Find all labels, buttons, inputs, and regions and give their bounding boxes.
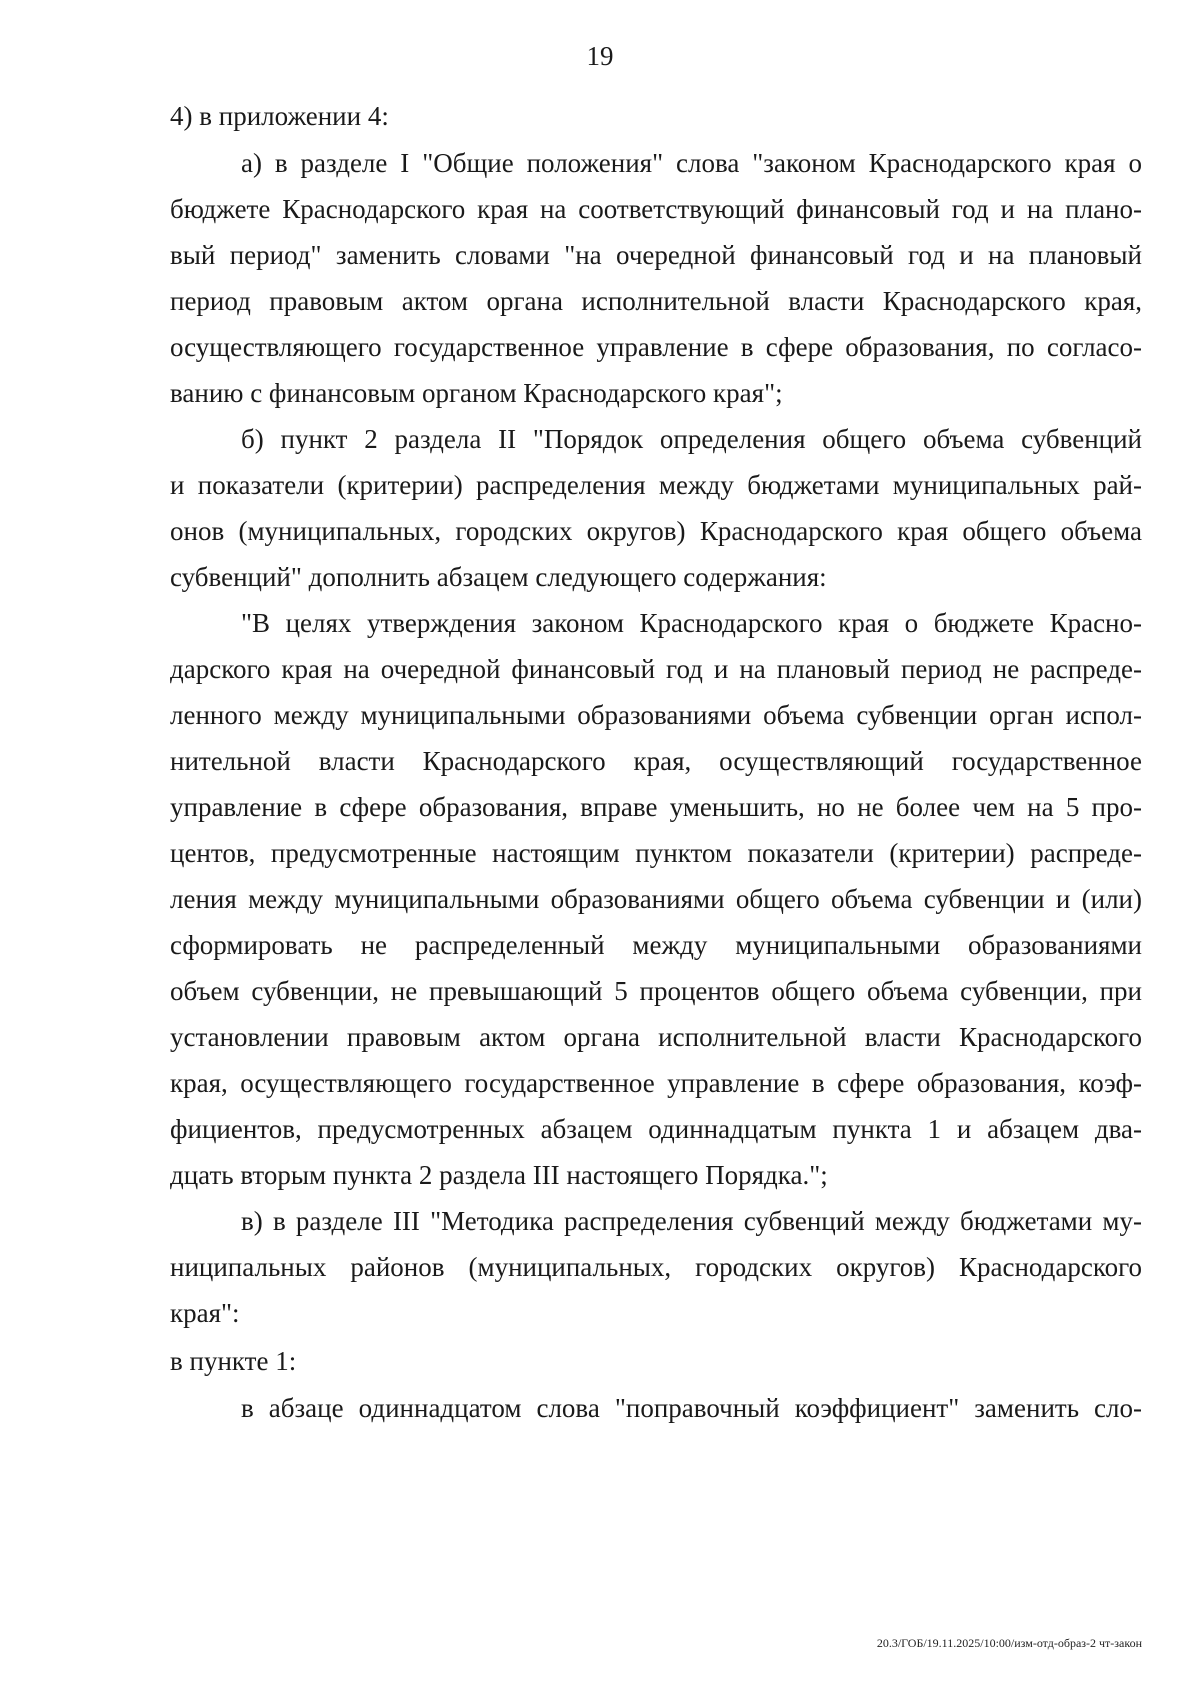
- text-line: ленного между муниципальными образованиями объема субвенции орган испол-: [170, 700, 1142, 730]
- page-number: 19: [586, 41, 614, 71]
- text-line: дарского края на очередной финансовый год и на плановый период не распреде-: [170, 654, 1142, 684]
- text-line: дцать вторым пункта 2 раздела III настоящего Порядка.";: [170, 1160, 828, 1190]
- text-line: бюджете Краснодарского края на соответствующий финансовый год и на плано-: [170, 194, 1142, 224]
- text-line: нительной власти Краснодарского края, осуществляющий государственное: [170, 746, 1142, 776]
- text-line: и показатели (критерии) распределения между бюджетами муниципальных рай-: [170, 470, 1142, 500]
- text-line: ниципальных районов (муниципальных, городских округов) Краснодарского: [170, 1252, 1142, 1282]
- text-line: "В целях утверждения законом Краснодарского края о бюджете Красно-: [241, 608, 1142, 638]
- text-line: онов (муниципальных, городских округов) Краснодарского края общего объема: [170, 516, 1142, 546]
- document-footer-code: 20.3/ГОБ/19.11.2025/10:00/изм-отд-образ-2 чт-закон: [876, 1636, 1142, 1650]
- text-line: вый период" заменить словами "на очередной финансовый год и на плановый: [170, 240, 1142, 270]
- text-line: в) в разделе III "Методика распределения субвенций между бюджетами му-: [241, 1206, 1142, 1236]
- text-line: период правовым актом органа исполнительной власти Краснодарского края,: [170, 286, 1142, 316]
- text-line: б) пункт 2 раздела II "Порядок определения общего объема субвенций: [241, 424, 1142, 454]
- text-line: а) в разделе I "Общие положения" слова "законом Краснодарского края о: [241, 148, 1142, 178]
- text-line: фициентов, предусмотренных абзацем одиннадцатым пункта 1 и абзацем два-: [170, 1114, 1142, 1144]
- text-line: установлении правовым актом органа исполнительной власти Краснодарского: [170, 1022, 1142, 1052]
- text-line: центов, предусмотренные настоящим пунктом показатели (критерии) распреде-: [170, 838, 1142, 868]
- text-line: края, осуществляющего государственное управление в сфере образования, коэф-: [170, 1068, 1142, 1098]
- text-line: в абзаце одиннадцатом слова "поправочный коэффициент" заменить сло-: [241, 1393, 1142, 1423]
- text-line: сформировать не распределенный между муниципальными образованиями: [170, 930, 1142, 960]
- text-line: объем субвенции, не превышающий 5 процентов общего объема субвенции, при: [170, 976, 1142, 1006]
- text-line: ления между муниципальными образованиями общего объема субвенции и (или): [170, 884, 1142, 914]
- text-line: края":: [170, 1298, 240, 1328]
- text-line: осуществляющего государственное управление в сфере образования, по согласо-: [170, 332, 1142, 362]
- text-line: управление в сфере образования, вправе уменьшить, но не более чем на 5 про-: [170, 792, 1142, 822]
- text-line: субвенций" дополнить абзацем следующего содержания:: [170, 562, 827, 592]
- text-line: ванию с финансовым органом Краснодарского края";: [170, 378, 783, 408]
- text-line: 4) в приложении 4:: [170, 101, 389, 131]
- text-line: в пункте 1:: [170, 1346, 297, 1376]
